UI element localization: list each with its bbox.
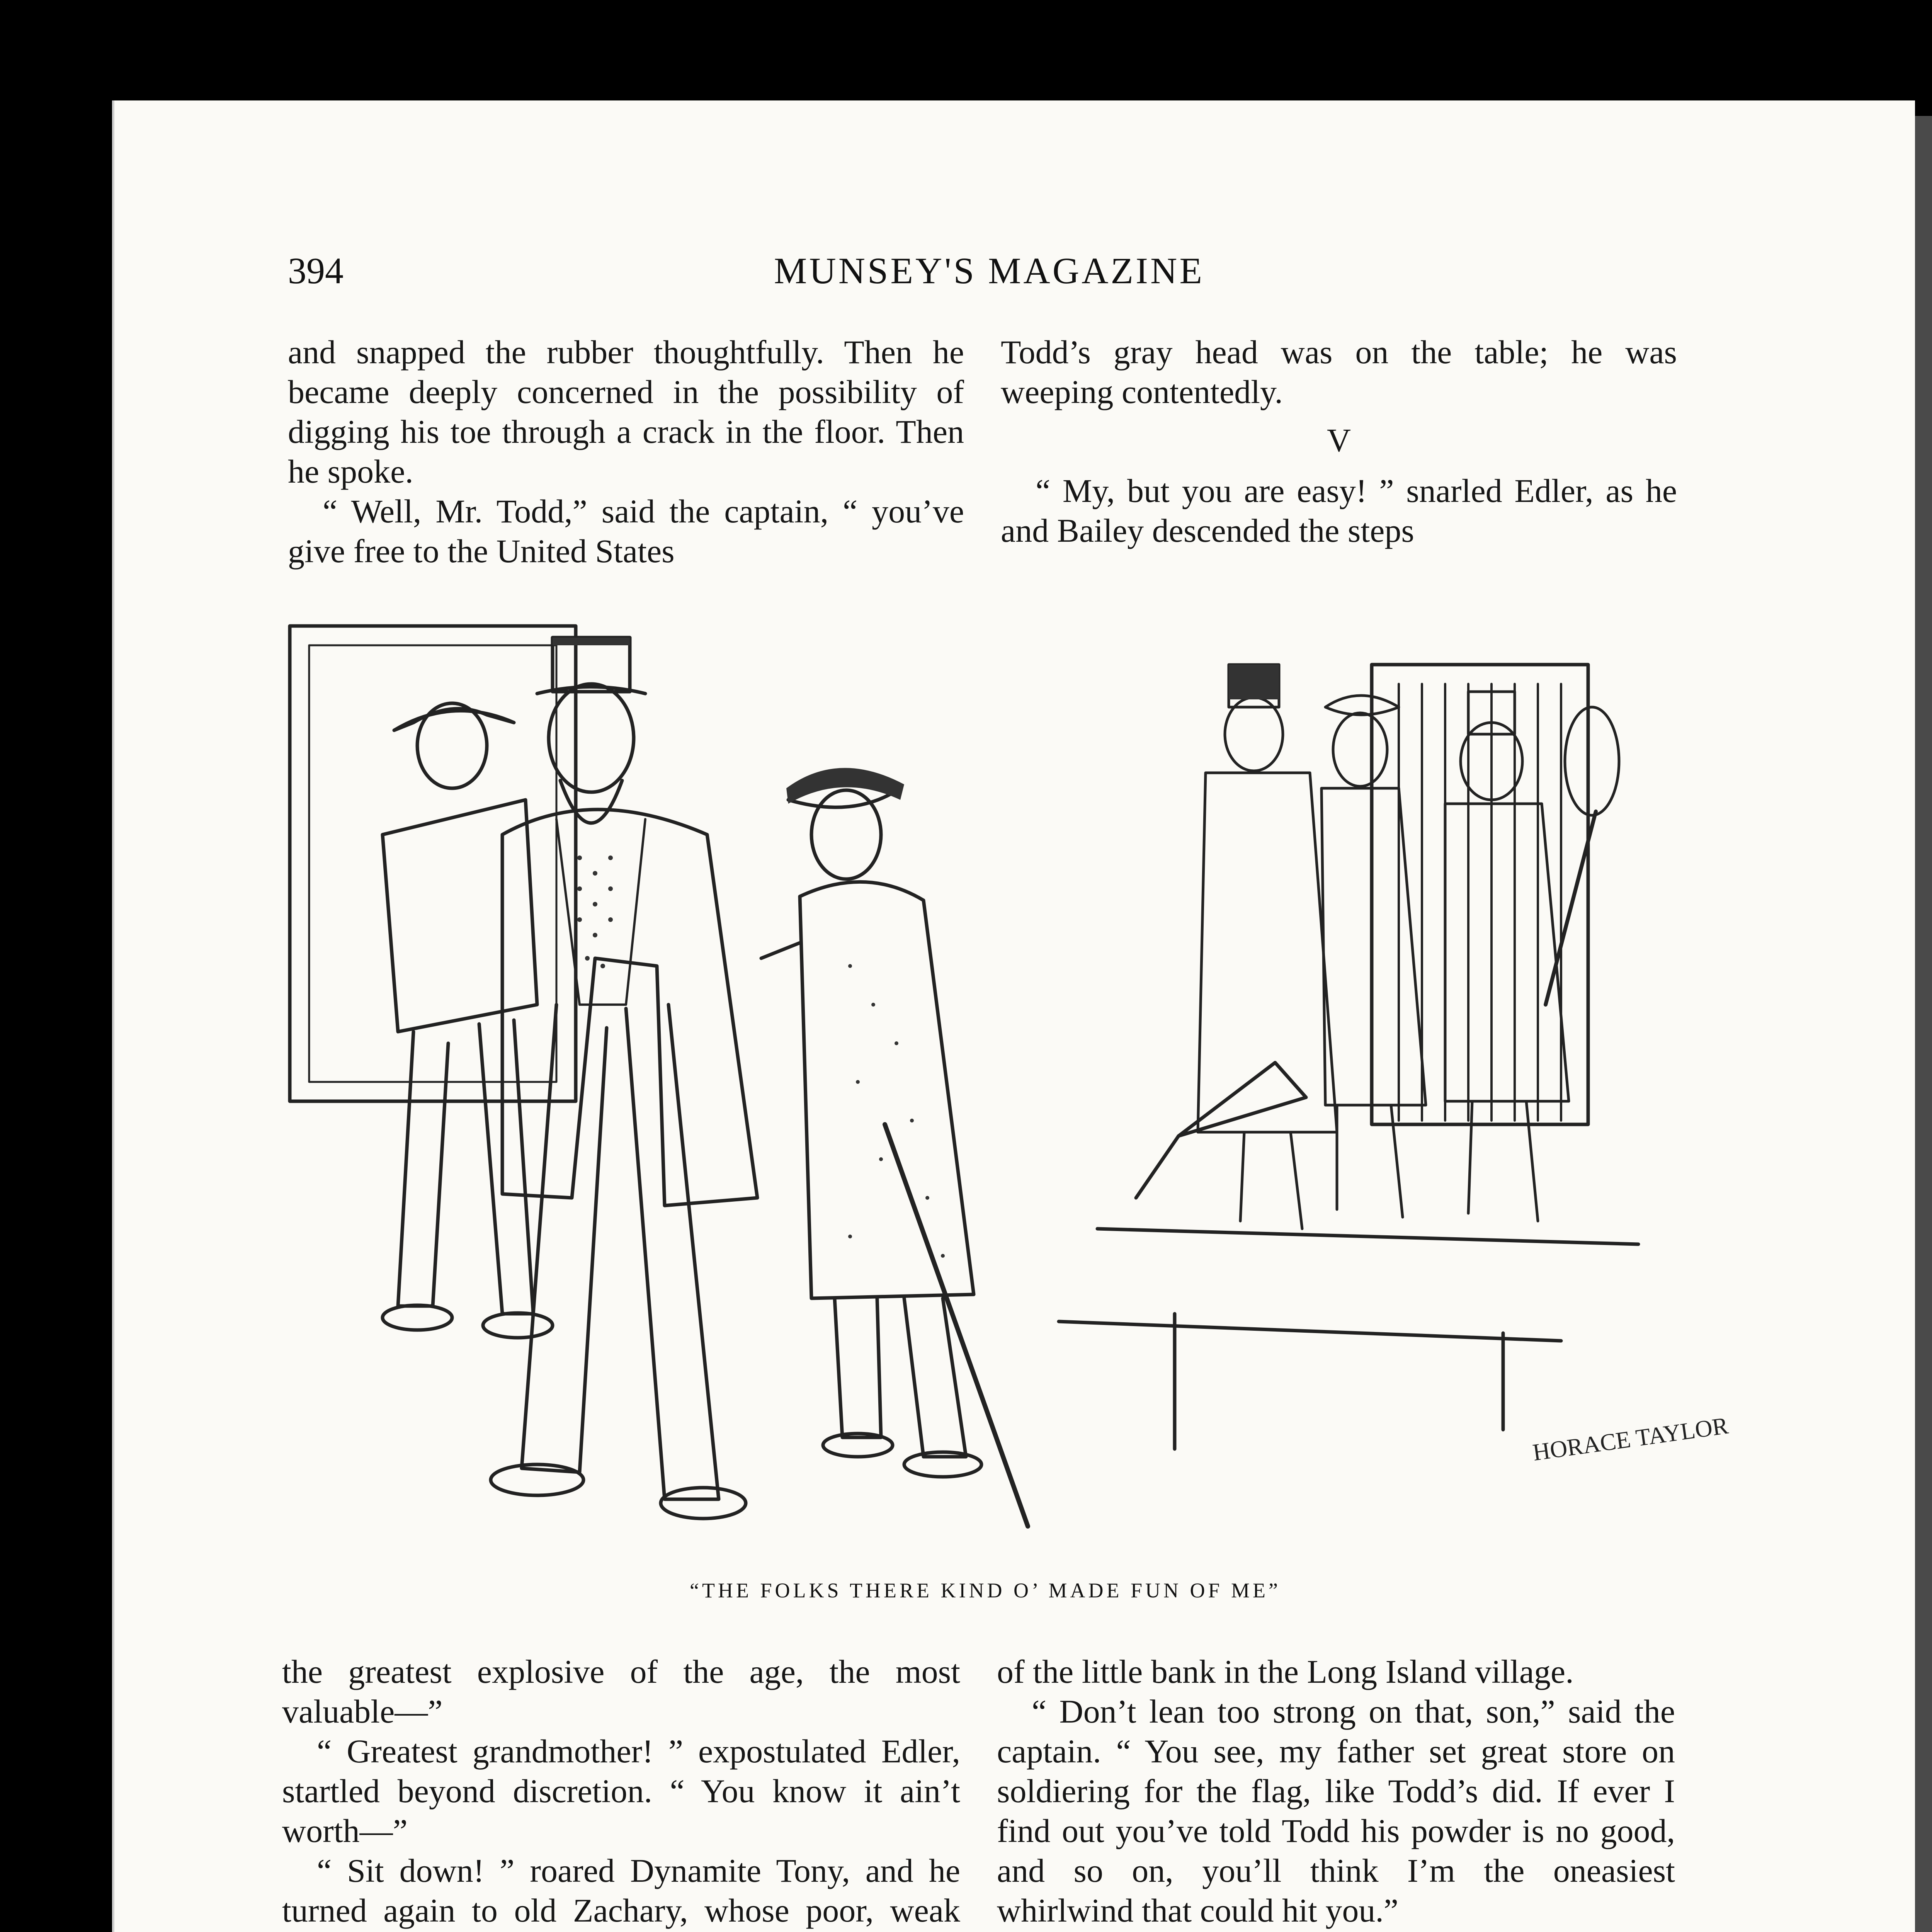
column-bottom-left (282, 1652, 960, 1932)
figure-old-man-cane (761, 775, 1028, 1526)
paragraph: and snapped the rubber thoughtfully. Then he became deeply concerned in the possibility of digging his toe through a crack in the floor. Then he spoke. (288, 333, 964, 490)
step-edge (1097, 1229, 1638, 1244)
paragraph: of the little bank in the Long Island village. (997, 1653, 1574, 1690)
paragraph: “ Greatest grandmother! ” expostulated Edler, startled beyond discretion. “ You know it ain’t worth—” (282, 1733, 960, 1849)
figure-top-hat-man (491, 638, 757, 1519)
paragraph: “ Sit down! ” roared Dynamite Tony, and he turned again to old Zachary, whose poor, weak (282, 1852, 960, 1929)
column-bottom-right (997, 1652, 1675, 1932)
column-top-right (1001, 332, 1677, 551)
wall-frame (290, 626, 576, 1101)
hat-brim (786, 768, 904, 804)
figure-newspaper-reader (383, 703, 553, 1338)
running-title: MUNSEY'S MAGAZINE (774, 250, 1204, 291)
paragraph: “ Don’t lean too strong on that, son,” said the captain. “ You see, my father set great store on soldiering for the flag, like Todd’s did. If ever I find out you’ve told Todd his powder is no good, and so on, you’ll think I’m the oneasiest whirlwind that could hit you.” (997, 1693, 1675, 1929)
illustration-caption: “THE FOLKS THERE KIND O’ MADE FUN OF ME” (690, 1579, 1281, 1602)
paragraph: “ My, but you are easy! ” snarled Edler, as he and Bailey descended the steps (1001, 472, 1677, 549)
paragraph: “ Well, Mr. Todd,” said the captain, “ you’ve give free to the United States (288, 493, 964, 570)
illustration (286, 618, 1730, 1546)
paragraph: the greatest explosive of the age, the most valuable—” (282, 1653, 960, 1730)
paragraph: Todd’s gray head was on the table; he was weeping contentedly. (1001, 333, 1677, 410)
window-oval (1565, 707, 1619, 815)
page-header (288, 249, 1690, 303)
artist-signature: HORACE TAYLOR (1531, 1412, 1730, 1466)
page-edge-dark (1913, 116, 1932, 1932)
paragraph (997, 1930, 1675, 1932)
illustration-drawing (286, 618, 1730, 1546)
page-number: 394 (288, 250, 344, 291)
step-edge (1059, 1321, 1561, 1341)
column-top-left (288, 332, 964, 571)
figure-background-men (1198, 665, 1619, 1229)
section-heading: V (1327, 422, 1351, 459)
umbrella (1136, 1063, 1306, 1198)
